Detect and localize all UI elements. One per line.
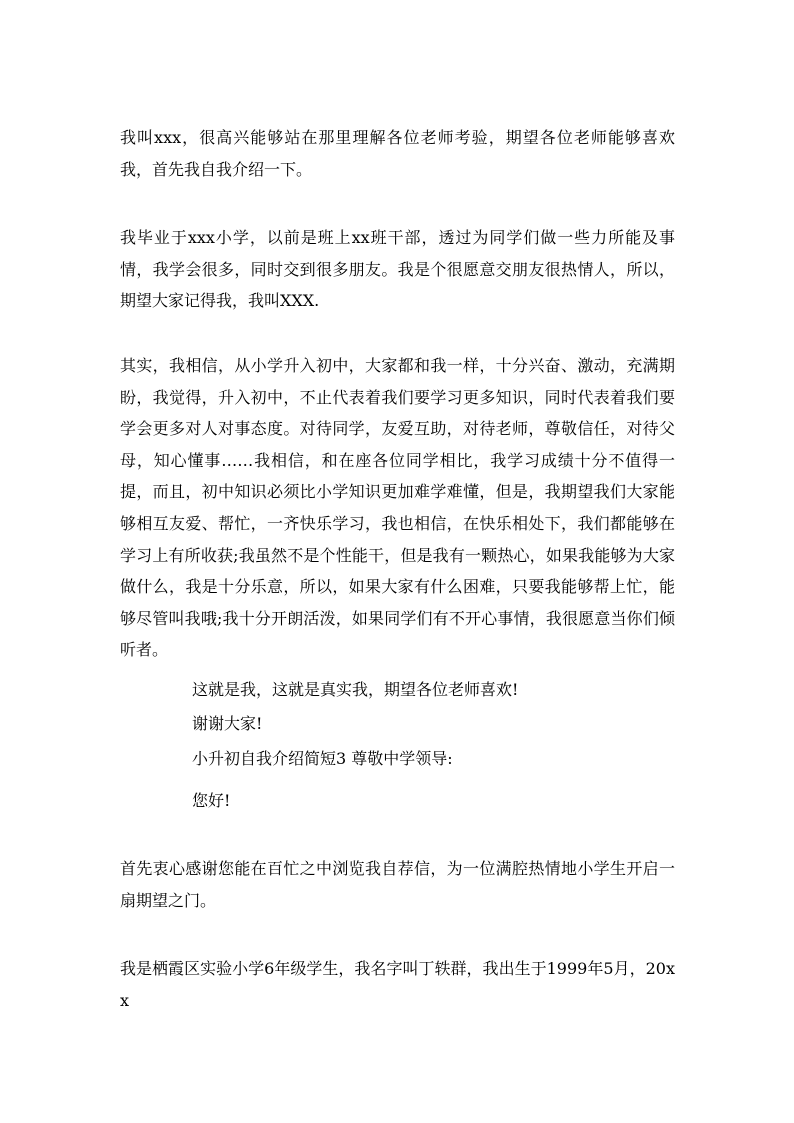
paragraph-student-info: 我是栖霞区实验小学6年级学生，我名字叫丁轶群，我出生于1999年5月，20xx (120, 959, 675, 1010)
line-closing-remark: 这就是我，这就是真实我，期望各位老师喜欢! (192, 680, 519, 699)
line-section-heading: 小升初自我介绍简短3 尊敬中学领导: (192, 749, 453, 768)
line-greeting: 您好! (192, 791, 231, 810)
paragraph-school-background: 我毕业于xxx小学，以前是班上xx班干部，透过为同学们做一些力所能及事情，我学会很多，同时交到很多朋友。我是个很愿意交朋友很热情人，所以，期望大家记得我，我叫XXX. (120, 228, 675, 311)
line-thanks: 谢谢大家! (192, 714, 263, 733)
paragraph-gratitude: 首先衷心感谢您能在百忙之中浏览我自荐信，为一位满腔热情地小学生开启一扇期望之门。 (120, 859, 675, 910)
paragraph-middle-school-hopes: 其实，我相信，从小学升入初中，大家都和我一样，十分兴奋、激动，充满期盼，我觉得，升入初中，不止代表着我们要学习更多知识，同时代表着我们要学会更多对人对事态度。对待同学，友爱互助，对待老师，尊敬信任，对待父母，知心懂事……我相信，和在座各位同学相比，我学习成绩十分不值得一提，而且，初中知识必须比小学知识更加难学难懂，但是，我期望我们大家能够相互友爱、帮忙，一齐快乐学习，我也相信，在快乐相处下，我们都能够在学习上有所收获;我虽然不是个性能干，但是我有一颗热心，如果我能够为大家做什么，我是十分乐意，所以，如果大家有什么困难，只要我能够帮上忙，能够尽管叫我哦;我十分开朗活泼，如果同学们有不开心事情，我很愿意当你们倾听者。 (120, 356, 675, 660)
paragraph-self-introduction-opening: 我叫xxx，很高兴能够站在那里理解各位老师考验，期望各位老师能够喜欢我，首先我自我介绍一下。 (120, 128, 675, 179)
